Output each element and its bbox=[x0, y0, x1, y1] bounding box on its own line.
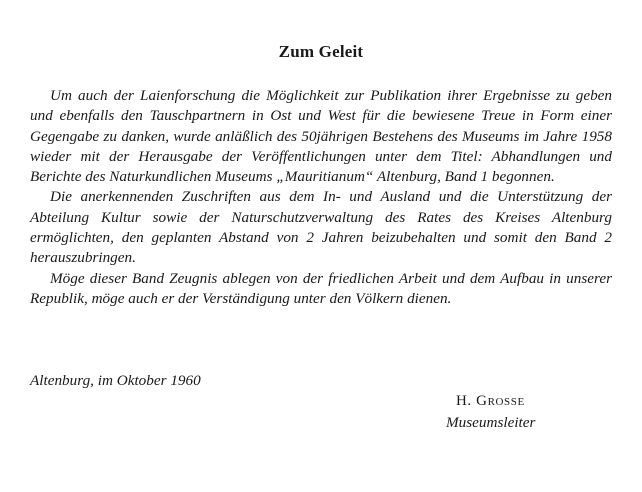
place-and-date: Altenburg, im Oktober 1960 bbox=[30, 372, 201, 389]
signature-name: H. Grosse bbox=[456, 393, 525, 409]
paragraph-1: Um auch der Laienforschung die Möglichkeit zur Publikation ihrer Ergebnisse zu geben und ebenfalls den Tauschpartnern in Ost und West für die bewiesene Treue in Form einer Gegengabe zu danken, wurde anläßlich des 50jährigen Bestehens des Museums im Jahre 1958 wieder mit der Herausgabe der Veröffentlichungen unter dem Titel: Abhandlungen und Berichte des Naturkundlichen Museums „Mauritianum“ Altenburg, Band 1 begonnen. bbox=[30, 87, 612, 186]
paragraph-2: Die anerkennenden Zuschriften aus dem In- und Ausland und die Unterstützung der Abteilung Kultur sowie der Naturschutzverwaltung des Rates des Kreises Altenburg ermöglichten, den geplanten Abstand von 2 Jahren beizubehalten und somit den Band 2 herauszubringen. bbox=[30, 188, 612, 267]
paragraph-3: Möge dieser Band Zeugnis ablegen von der friedlichen Arbeit und dem Aufbau in unserer Republik, möge auch er der Verständigung unter den Völkern dienen. bbox=[30, 269, 612, 307]
signature-role: Museumsleiter bbox=[446, 414, 536, 431]
page-title: Zum Geleit bbox=[278, 42, 364, 61]
body-text bbox=[30, 86, 612, 309]
